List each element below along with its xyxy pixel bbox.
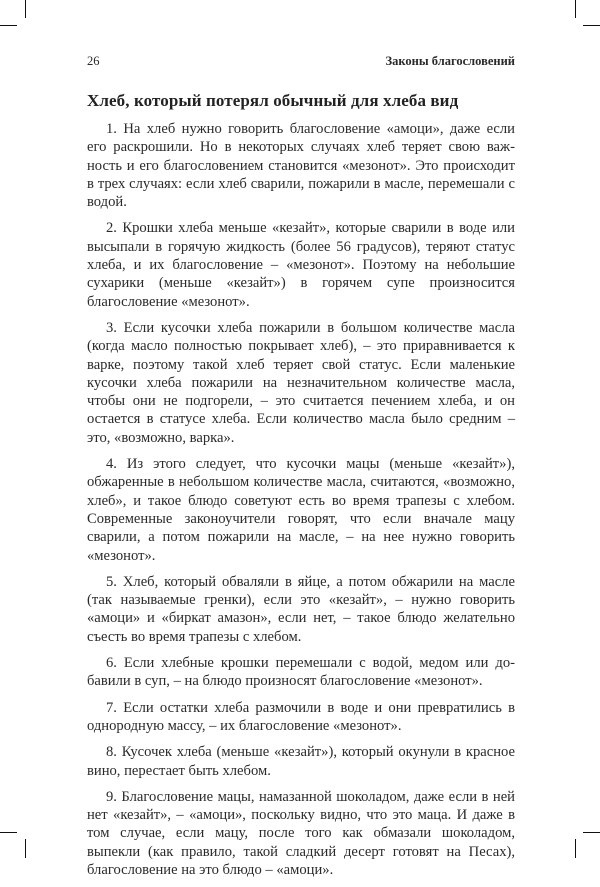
paragraph-6: 6. Если хлебные крошки перемешали с водой, медом или добавили в суп, – на блюдо произносят благословение «мезонот». <box>87 655 515 690</box>
paragraph-9: 9. Благословение мацы, намазанной шоколадом, даже если в ней нет «кезайт», – «амоци», поскольку видно, что это маца. И даже в том случае, если мацу, после того как обмазали шоколадом, выпекли (как правило, такой сладкий десерт готовят на Песах), благословение на это блюдо – «амоци». <box>87 788 515 878</box>
crop-mark-bottom-left-vertical <box>25 839 26 858</box>
crop-mark-top-right-vertical <box>575 0 576 18</box>
paragraph-8: 8. Кусочек хлеба (меньше «кезайт»), который окунули в красное вино, перестает быть хлебом. <box>87 744 515 779</box>
paragraph-1: 1. На хлеб нужно говорить благословение «амоци», даже если его раскрошили. Но в некоторых случаях хлеб теряет свою важность и его благословением становится «мезонот». Это происходит в трех случаях: если хлеб сварили, пожарили в масле, перемешали с водой. <box>87 121 515 211</box>
paragraph-7: 7. Если остатки хлеба размочили в воде и они превратились в однородную массу, – их благословение «мезонот». <box>87 699 515 734</box>
crop-mark-top-right-horizontal <box>583 25 600 26</box>
running-header-title: Законы благословений <box>385 54 515 68</box>
crop-mark-bottom-right-vertical <box>575 839 576 858</box>
paragraph-5: 5. Хлеб, который обваляли в яйце, а потом обжарили на масле (так называемые гренки), если это «кезайт», – нужно говорить «амоци» и «биркат амазон», если нет, – такое блюдо желательно съесть во время трапезы с хлебом. <box>87 573 515 645</box>
paragraph-3: 3. Если кусочки хлеба пожарили в большом количестве масла (когда масло полностью покрывает хлеб), – это приравнивается к варке, поэтому такой хлеб теряет свой статус. Если маленькие кусочки хлеба пожарили на незначительном количестве масла, чтобы они не подгорели, – это считается печением хлеба, и он остается в статусе хлеба. Если количество масла было средним – это, «возможно, варка». <box>87 319 515 446</box>
crop-mark-bottom-right-horizontal <box>583 832 600 833</box>
paragraph-2: 2. Крошки хлеба меньше «кезайт», которые сварили в воде или высыпали в горячую жидкость (более 56 градусов), теряют статус хлеба, и их благословение – «мезонот». Поэтому на небольшие сухарики (меньше «кезайт») в горячем супе произносится благословение «мезонот». <box>87 220 515 310</box>
body-text <box>87 120 515 887</box>
crop-mark-bottom-left-horizontal <box>0 832 17 833</box>
page-number: 26 <box>87 54 100 68</box>
running-header <box>87 54 515 72</box>
paragraph-4: 4. Из этого следует, что кусочки мацы (меньше «кезайт»), обжаренные в небольшом количестве масла, считаются, «возможно, хлеб», и такое блюдо советуют есть во время трапезы с хлебом. Современные законоучители говорят, что если вначале мацу сварили, а потом пожарили на масле, – на нее нужно говорить «мезонот». <box>87 456 515 564</box>
crop-mark-top-left-vertical <box>25 0 26 18</box>
section-title: Хлеб, который потерял обычный для хлеба вид <box>87 91 459 110</box>
crop-mark-top-left-horizontal <box>0 25 17 26</box>
